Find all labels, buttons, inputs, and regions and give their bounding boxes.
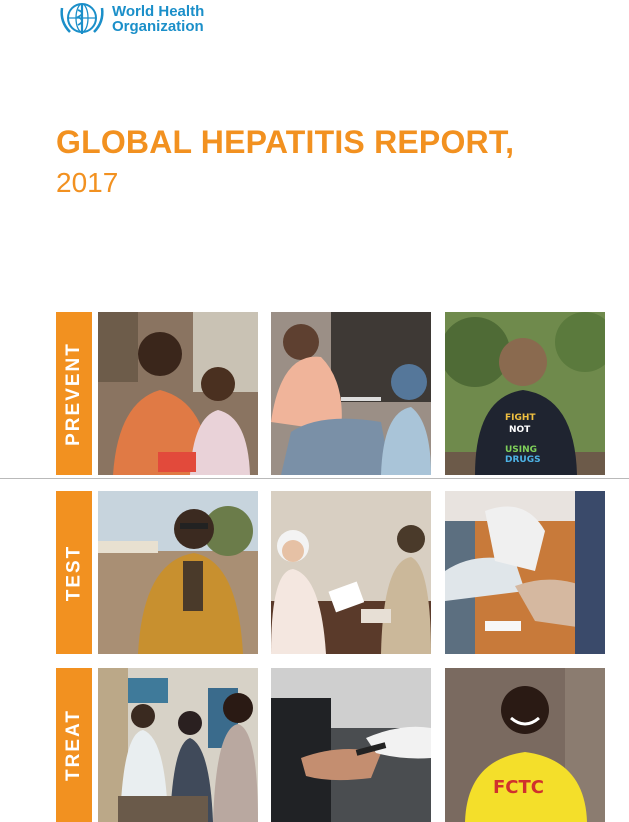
section-tab-test [56, 491, 92, 654]
title-line1: GLOBAL HEPATITIS REPORT, [56, 124, 515, 160]
title-year: 2017 [56, 167, 119, 198]
yellow-shirt-text: FCTC [493, 777, 544, 798]
shirt-text-3: USING [505, 445, 538, 455]
shirt-text-4: DRUGS [505, 455, 541, 465]
smiling-young-man-photo [445, 668, 605, 822]
section-treat [56, 668, 616, 822]
report-title [56, 124, 514, 199]
finger-prick-test-photo [445, 491, 605, 654]
shirt-text-1: FIGHT [505, 413, 536, 423]
mother-with-child-photo [98, 312, 258, 475]
org-name-line2: Organization [112, 18, 204, 35]
section-tab-treat [56, 668, 92, 822]
org-name-line1: World Health [112, 3, 205, 20]
section-label-prevent: PREVENT [63, 341, 84, 446]
medicine-handover-photo [271, 668, 431, 822]
clinic-consultation-photo [271, 491, 431, 654]
fight-drugs-shirt-photo [445, 312, 605, 475]
section-label-treat: TREAT [63, 709, 85, 781]
section-label-test: TEST [63, 544, 84, 601]
divider [0, 478, 629, 479]
child-injection-photo [271, 312, 431, 475]
who-logo [56, 0, 204, 40]
pharmacy-photo [98, 668, 258, 822]
who-emblem-icon [56, 0, 108, 40]
section-prevent [56, 312, 616, 475]
section-tab-prevent [56, 312, 92, 475]
section-test [56, 491, 616, 654]
smiling-man-photo [98, 491, 258, 654]
shirt-text-2: NOT [509, 425, 531, 435]
